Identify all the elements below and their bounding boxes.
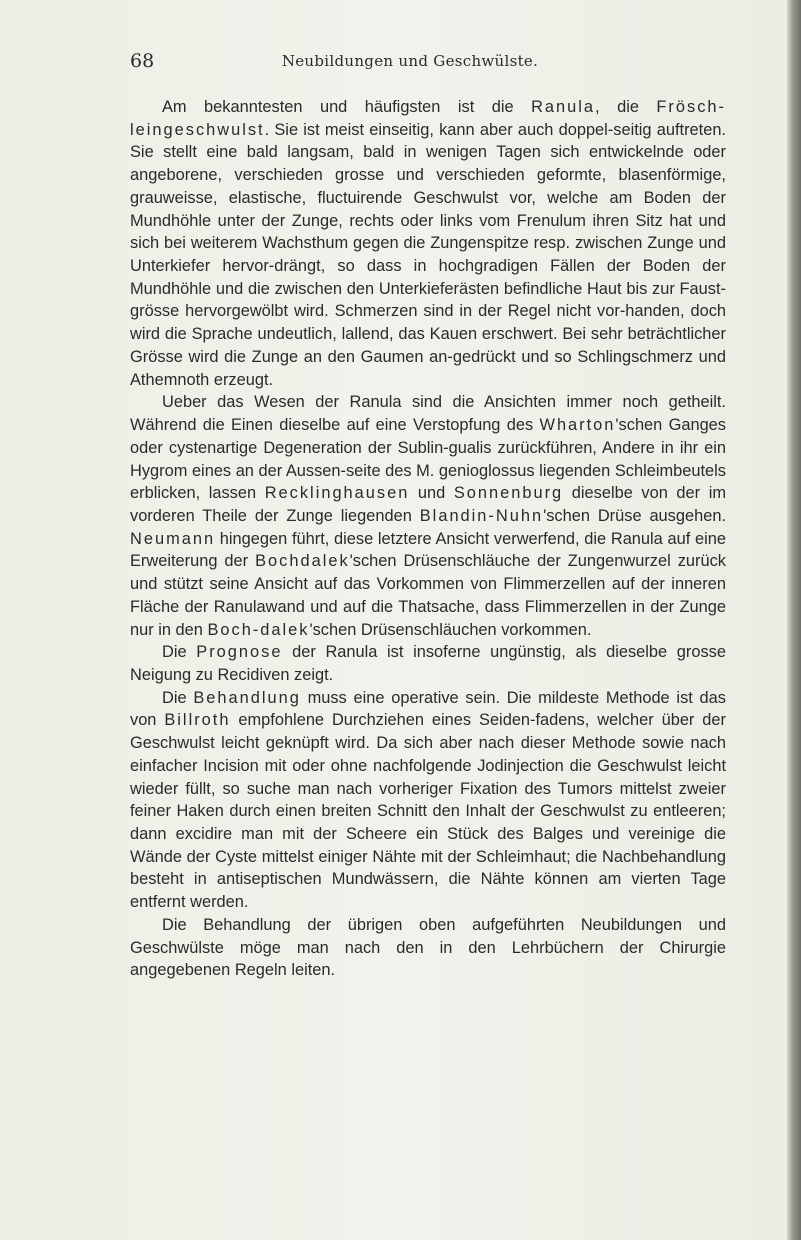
page-edge: [787, 0, 801, 1240]
page-number: 68: [130, 50, 155, 72]
text-run: 'schen Drüse ausgehen.: [543, 506, 727, 525]
text-run: Am bekanntesten und häufigsten ist die: [162, 98, 532, 116]
text-run: Ueber das Wesen der Ranula sind die Ansichten immer noch getheilt. Während die Einen dieselbe auf eine Verstopfung des: [130, 393, 726, 435]
page-header: [130, 50, 690, 78]
spaced-term: Bochdalek: [255, 552, 350, 571]
paragraph: [130, 687, 726, 914]
paragraph: [130, 914, 726, 982]
text-run: 'schen Drüsenschläuche der Zungenwurzel zurück und stützt seine Ansicht auf das Vorkommen von Flimmerzellen auf der inneren Fläche der Ranulawand und auf die Thatsache, dass Flimmerzellen in der Zunge nur in den: [130, 552, 726, 639]
text-run: muss eine operative sein. Die mildeste Methode ist das von: [130, 688, 726, 730]
text-run: 'schen Drüsenschläuchen vorkommen.: [309, 620, 592, 639]
text-run: dieselbe von der im vorderen Theile der Zunge liegenden: [130, 484, 726, 525]
running-title: Neubildungen und Geschwülste.: [281, 52, 539, 70]
text-run: Die: [162, 688, 194, 707]
spaced-term: Wharton: [539, 416, 616, 435]
text-run: empfohlene Durchziehen eines Seiden-fadens, welcher über der Geschwulst leicht geknüpft wird. Da sich aber nach dieser Methode sowie nach einfacher Incision mit oder ohne nachfolgende Jodinjection die Geschwulst leicht wieder füllt, so suche man nach vorheriger Fixation des Tumors mittelst zweier feiner Haken durch einen breiten Schnitt den Inhalt der Geschwulst zu entleeren; dann excidire man mit der Scheere ein Stück des Balges und vereinige die Wände der Cyste mittelst einiger Nähte mit der Schleimhaut; die Nachbehandlung besteht in antiseptischen Mundwässern, die Nähte können am vierten Tage entfernt werden.: [130, 711, 727, 912]
text-run: . Sie ist meist einseitig, kann aber auch doppel-seitig auftreten. Sie stellt eine bald langsam, bald in wenigen Tagen sich entwickelnde oder angeborene, verschieden grosse und verschieden geformte, blasenförmige, grauweisse, elastische, fluctuirende Geschwulst vor, welche am Boden der Mundhöhle unter der Zunge, rechts oder links vom Frenulum ihren Sitz hat und sich bei weiterem Wachsthum gegen die Zungenspitze resp. zwischen Zunge und Unterkiefer hervor-drängt, so dass in hochgradigen Fällen der Boden der Mundhöhle und die zwischen den Unterkieferästen befindliche Haut bis zur Faust-grösse hervorgewölbt wird. Schmerzen sind in der Regel nicht vor-handen, doch wird die Sprache undeutlich, lallend, das Kauen erschwert. Bei sehr beträchtlicher Grösse wird die Zunge an den Gaumen an-gedrückt und so Schlingschmerz und Athemnoth erzeugt.: [130, 120, 726, 389]
body-text: [130, 96, 726, 982]
paragraph: [130, 96, 726, 391]
spaced-term: Ranula: [531, 98, 596, 116]
spaced-term: Frösch-leingeschwulst: [130, 98, 726, 139]
spaced-term: Sonnenburg: [453, 484, 564, 503]
spaced-term: Boch-dalek: [207, 620, 310, 639]
text-run: der Ranula ist insoferne ungünstig, als dieselbe grosse Neigung zu Recidiven zeigt.: [130, 643, 726, 684]
spaced-term: Neumann: [130, 529, 216, 548]
text-run: und: [409, 484, 454, 503]
spaced-term: Behandlung: [193, 688, 301, 707]
text-run: Die Behandlung der übrigen oben aufgeführten Neubildungen und Geschwülste möge man nach den in den Lehrbüchern der Chirurgie angegebenen Regeln leiten.: [130, 915, 726, 980]
paragraph: [130, 641, 726, 686]
text-run: Die: [162, 643, 197, 662]
text-run: , die: [595, 98, 657, 116]
spaced-term: Recklinghausen: [264, 484, 410, 503]
spaced-term: Billroth: [164, 711, 231, 730]
spaced-term: Blandin-Nuhn: [419, 506, 544, 525]
text-run: 'schen Ganges oder cystenartige Degeneration der Sublin-gualis zurückführen, Andere in ihr ein Hygrom eines an der Aussen-seite des M. genioglossus liegenden Schleimbeutels erblicken, lassen: [130, 416, 726, 503]
paragraph: [130, 391, 726, 641]
spaced-term: Prognose: [196, 643, 283, 662]
text-run: hingegen führt, diese letztere Ansicht verwerfend, die Ranula auf eine Erweiterung der: [130, 529, 726, 571]
